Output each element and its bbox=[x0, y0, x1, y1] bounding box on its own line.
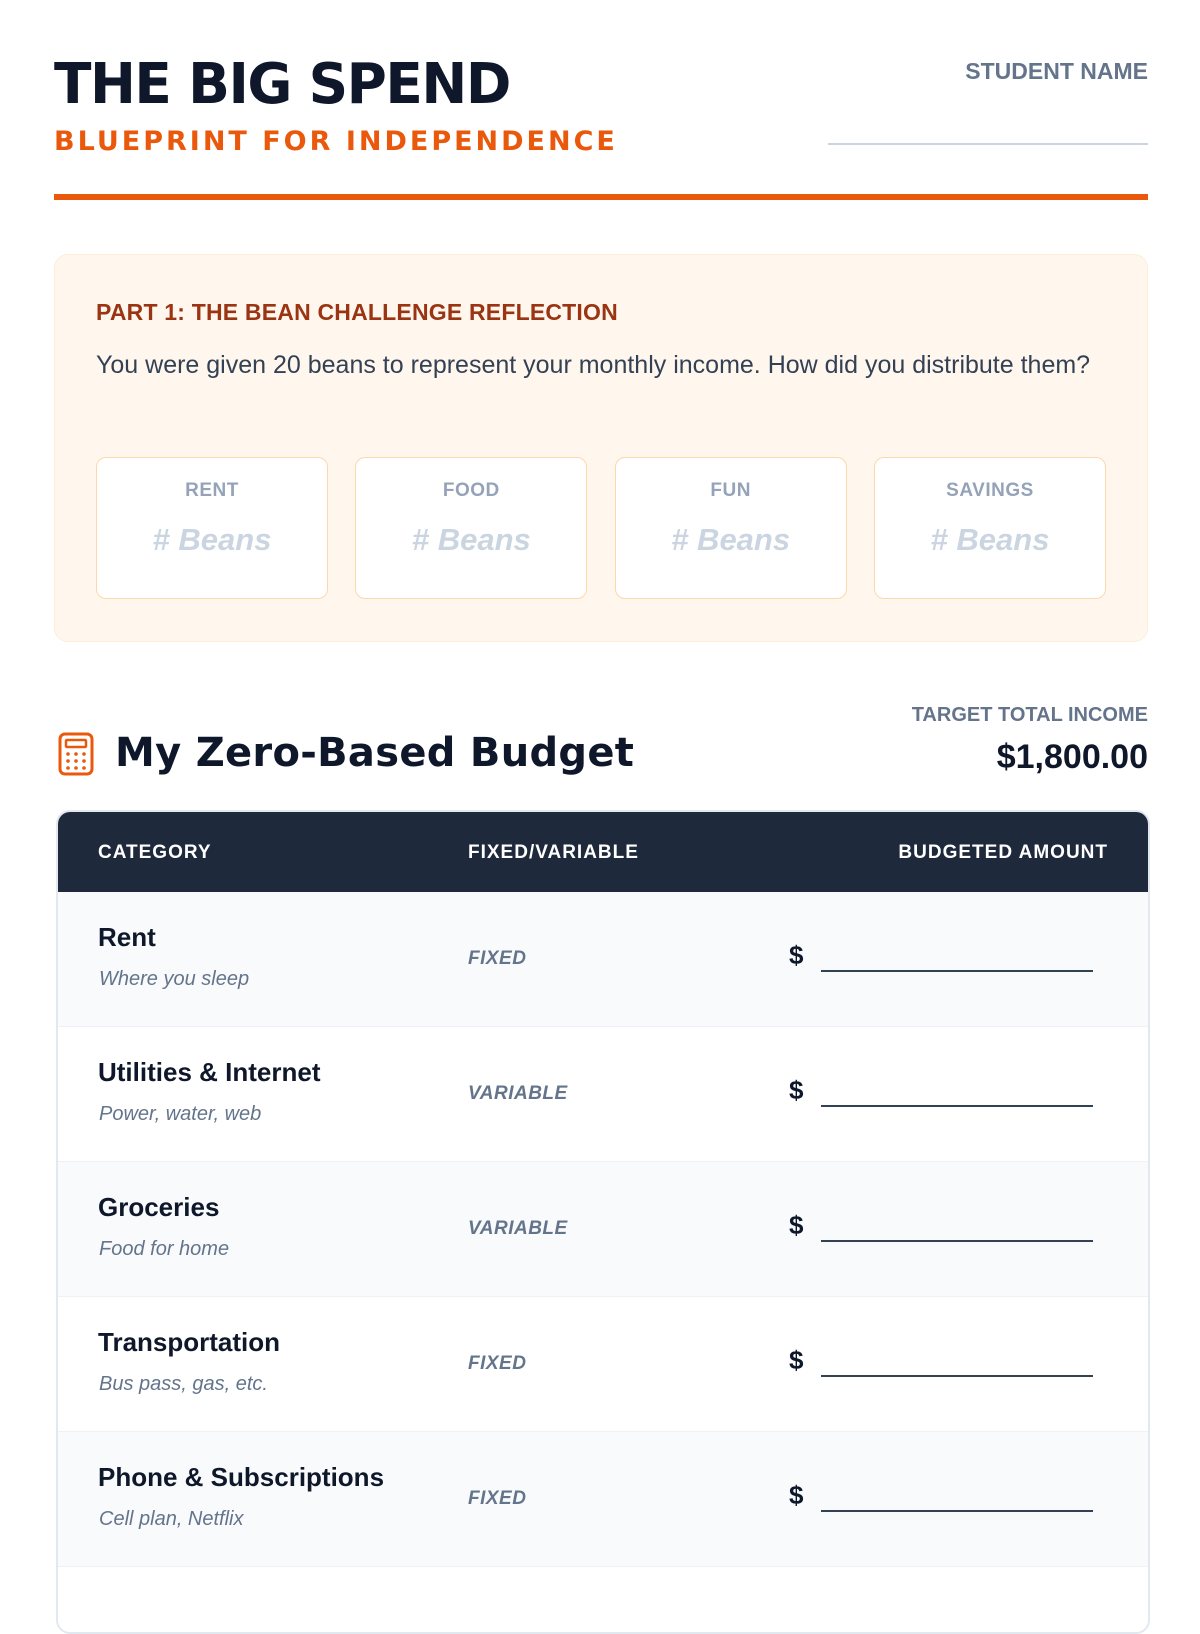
bean-box-label: FOOD bbox=[442, 480, 500, 501]
category-type: FIXED bbox=[468, 1488, 527, 1509]
column-header-amount: BUDGETED AMOUNT bbox=[898, 842, 1108, 863]
header bbox=[54, 0, 1148, 202]
category-name: Phone & Subscriptions bbox=[98, 1462, 385, 1492]
column-header-type: FIXED/VARIABLE bbox=[468, 842, 639, 863]
bean-box-label: SAVINGS bbox=[946, 480, 1034, 501]
category-name: Transportation bbox=[98, 1327, 281, 1357]
category-name: Groceries bbox=[98, 1192, 220, 1222]
amount-field[interactable] bbox=[821, 1105, 1093, 1107]
student-name-field[interactable] bbox=[828, 143, 1148, 145]
column-header-category: CATEGORY bbox=[98, 842, 212, 863]
amount-field[interactable] bbox=[821, 970, 1093, 972]
bean-box-label: FUN bbox=[710, 480, 751, 501]
category-name: Rent bbox=[98, 922, 156, 952]
section-prompt: You were given 20 beans to represent your monthly income. How did you distribute them? bbox=[96, 351, 1091, 379]
bean-count-field[interactable]: # Beans bbox=[671, 522, 791, 557]
bean-box-label: RENT bbox=[185, 480, 239, 501]
currency-symbol: $ bbox=[789, 1210, 804, 1240]
category-type: VARIABLE bbox=[468, 1218, 568, 1239]
currency-symbol: $ bbox=[789, 1345, 804, 1375]
budget-title: My Zero-Based Budget bbox=[115, 730, 635, 776]
bean-box-rent[interactable] bbox=[96, 457, 328, 599]
amount-field[interactable] bbox=[821, 1510, 1093, 1512]
category-type: VARIABLE bbox=[468, 1083, 568, 1104]
bean-box-food[interactable] bbox=[355, 457, 587, 599]
bean-count-field[interactable]: # Beans bbox=[930, 522, 1050, 557]
target-income-label: TARGET TOTAL INCOME bbox=[911, 704, 1148, 726]
currency-symbol: $ bbox=[789, 1075, 804, 1105]
category-description: Bus pass, gas, etc. bbox=[99, 1373, 268, 1395]
table-row bbox=[58, 1432, 1148, 1567]
category-type: FIXED bbox=[468, 948, 527, 969]
bean-count-field[interactable]: # Beans bbox=[152, 522, 272, 557]
calculator-icon bbox=[58, 732, 94, 776]
category-description: Where you sleep bbox=[99, 968, 250, 990]
bean-count-field[interactable]: # Beans bbox=[411, 522, 531, 557]
currency-symbol: $ bbox=[789, 1480, 804, 1510]
amount-field[interactable] bbox=[821, 1375, 1093, 1377]
worksheet-page bbox=[54, 0, 1148, 1530]
section-title: PART 1: THE BEAN CHALLENGE REFLECTION bbox=[96, 299, 618, 325]
budget-table bbox=[56, 810, 1150, 1634]
currency-symbol: $ bbox=[789, 940, 804, 970]
amount-field[interactable] bbox=[821, 1240, 1093, 1242]
table-body bbox=[58, 892, 1148, 1634]
category-name: Utilities & Internet bbox=[98, 1057, 321, 1087]
table-row bbox=[58, 1297, 1148, 1432]
student-name-label: STUDENT NAME bbox=[965, 58, 1148, 84]
bean-box-fun[interactable] bbox=[615, 457, 847, 599]
page-subtitle: BLUEPRINT FOR INDEPENDENCE bbox=[54, 126, 618, 157]
table-header bbox=[58, 812, 1148, 892]
bean-box-savings[interactable] bbox=[874, 457, 1106, 599]
header-divider bbox=[54, 194, 1148, 200]
bean-challenge-panel bbox=[54, 254, 1148, 642]
table-row bbox=[58, 1162, 1148, 1297]
category-description: Cell plan, Netflix bbox=[99, 1508, 244, 1530]
target-income-value: $1,800.00 bbox=[996, 738, 1148, 776]
category-type: FIXED bbox=[468, 1353, 527, 1374]
table-row bbox=[58, 1567, 1148, 1634]
category-description: Food for home bbox=[99, 1238, 230, 1260]
budget-header bbox=[54, 700, 1148, 790]
table-row bbox=[58, 892, 1148, 1027]
category-description: Power, water, web bbox=[99, 1103, 262, 1125]
page-title: THE BIG SPEND bbox=[54, 52, 510, 117]
table-row bbox=[58, 1027, 1148, 1162]
bean-boxes bbox=[96, 457, 1106, 599]
